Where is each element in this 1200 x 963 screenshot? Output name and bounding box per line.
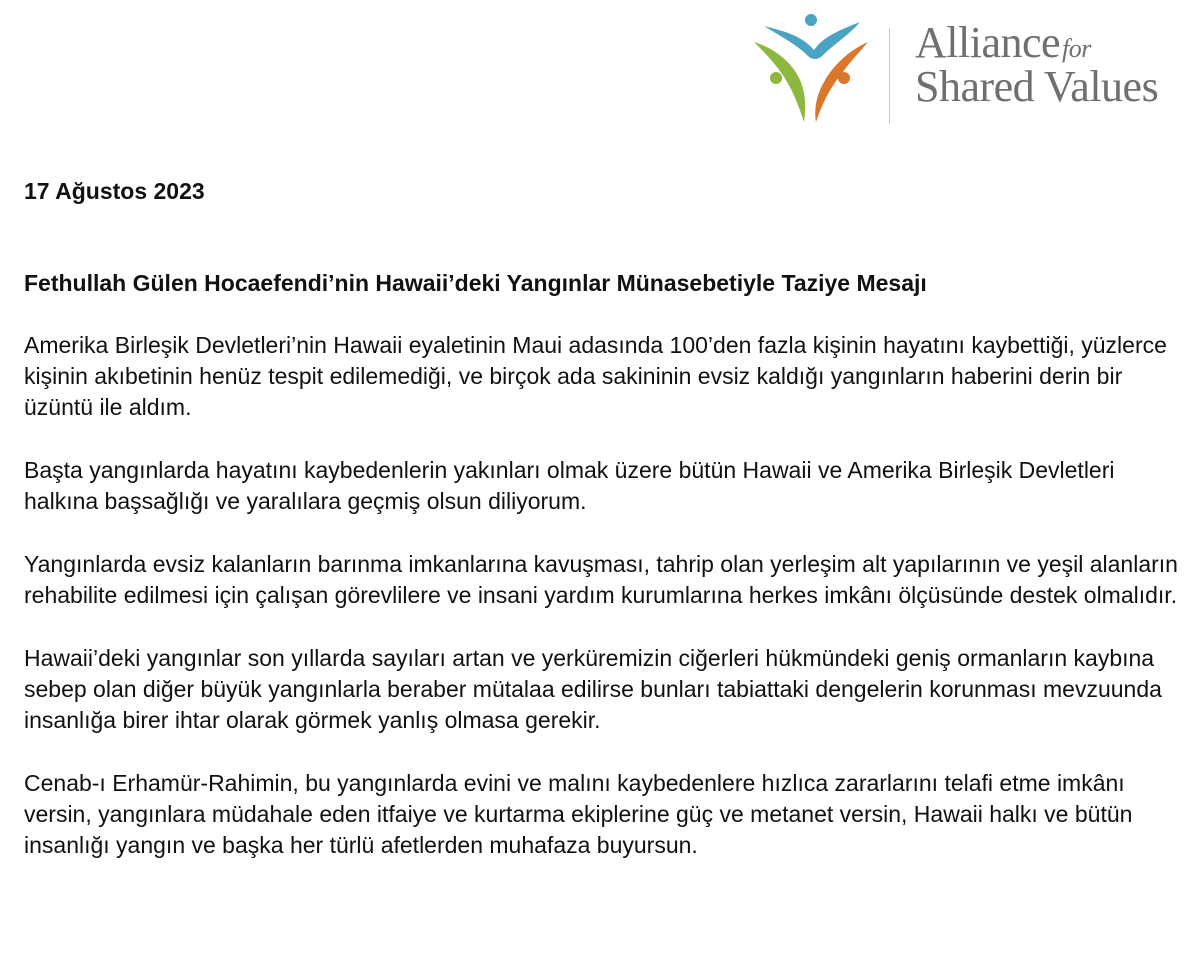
organization-logo — [752, 14, 1182, 124]
letter-date: 17 Ağustos 2023 — [24, 178, 205, 204]
logo-wordmark — [915, 18, 1159, 111]
paragraph: Yangınlarda evsiz kalanların barınma imkanlarına kavuşması, tahrip olan yerleşim alt yapılarının ve yeşil alanların rehabilite edilmesi için çalışan görevlilere ve insani yardım kurumlarına herkes imkânı ölçüsünde destek olmalıdır. — [24, 551, 1178, 608]
letter-body — [24, 330, 1184, 893]
logo-line2: Shared Values — [915, 62, 1159, 111]
logo-divider — [889, 28, 890, 124]
logo-for: for — [1062, 34, 1091, 63]
paragraph: Hawaii’deki yangınlar son yıllarda sayıları artan ve yerküremizin ciğerleri hükmündeki geniş ormanların kaybına sebep olan diğer büyük yangınlarla beraber mütalaa edilirse bunları tabiattaki dengelerin korunması mevzuunda insanlığa birer ihtar olarak görmek yanlış olmasa gerekir. — [24, 645, 1162, 733]
paragraph: Cenab-ı Erhamür-Rahimin, bu yangınlarda evini ve malını kaybedenlere hızlıca zararlarını telafi etme imkânı versin, yangınlara müdahale eden itfaiye ve kurtarma ekiplerine güç ve metanet versin, Hawaii halkı ve bütün insanlığı yangın ve başka her türlü afetlerden muhafaza buyursun. — [24, 770, 1133, 858]
paragraph: Amerika Birleşik Devletleri’nin Hawaii eyaletinin Maui adasında 100’den fazla kişinin hayatını kaybettiği, yüzlerce kişinin akıbetinin henüz tespit edilemediği, ve birçok ada sakininin evsiz kaldığı yangınların haberini derin bir üzüntü ile aldım. — [24, 332, 1167, 420]
paragraph: Başta yangınlarda hayatını kaybedenlerin yakınları olmak üzere bütün Hawaii ve Amerika Birleşik Devletleri halkına başsağlığı ve yaralılara geçmiş olsun diliyorum. — [24, 457, 1115, 514]
letter-title: Fethullah Gülen Hocaefendi’nin Hawaii’deki Yangınlar Münasebetiyle Taziye Mesajı — [24, 270, 927, 296]
logo-figure-icon — [752, 14, 870, 124]
logo-line1: Alliance — [915, 18, 1061, 67]
